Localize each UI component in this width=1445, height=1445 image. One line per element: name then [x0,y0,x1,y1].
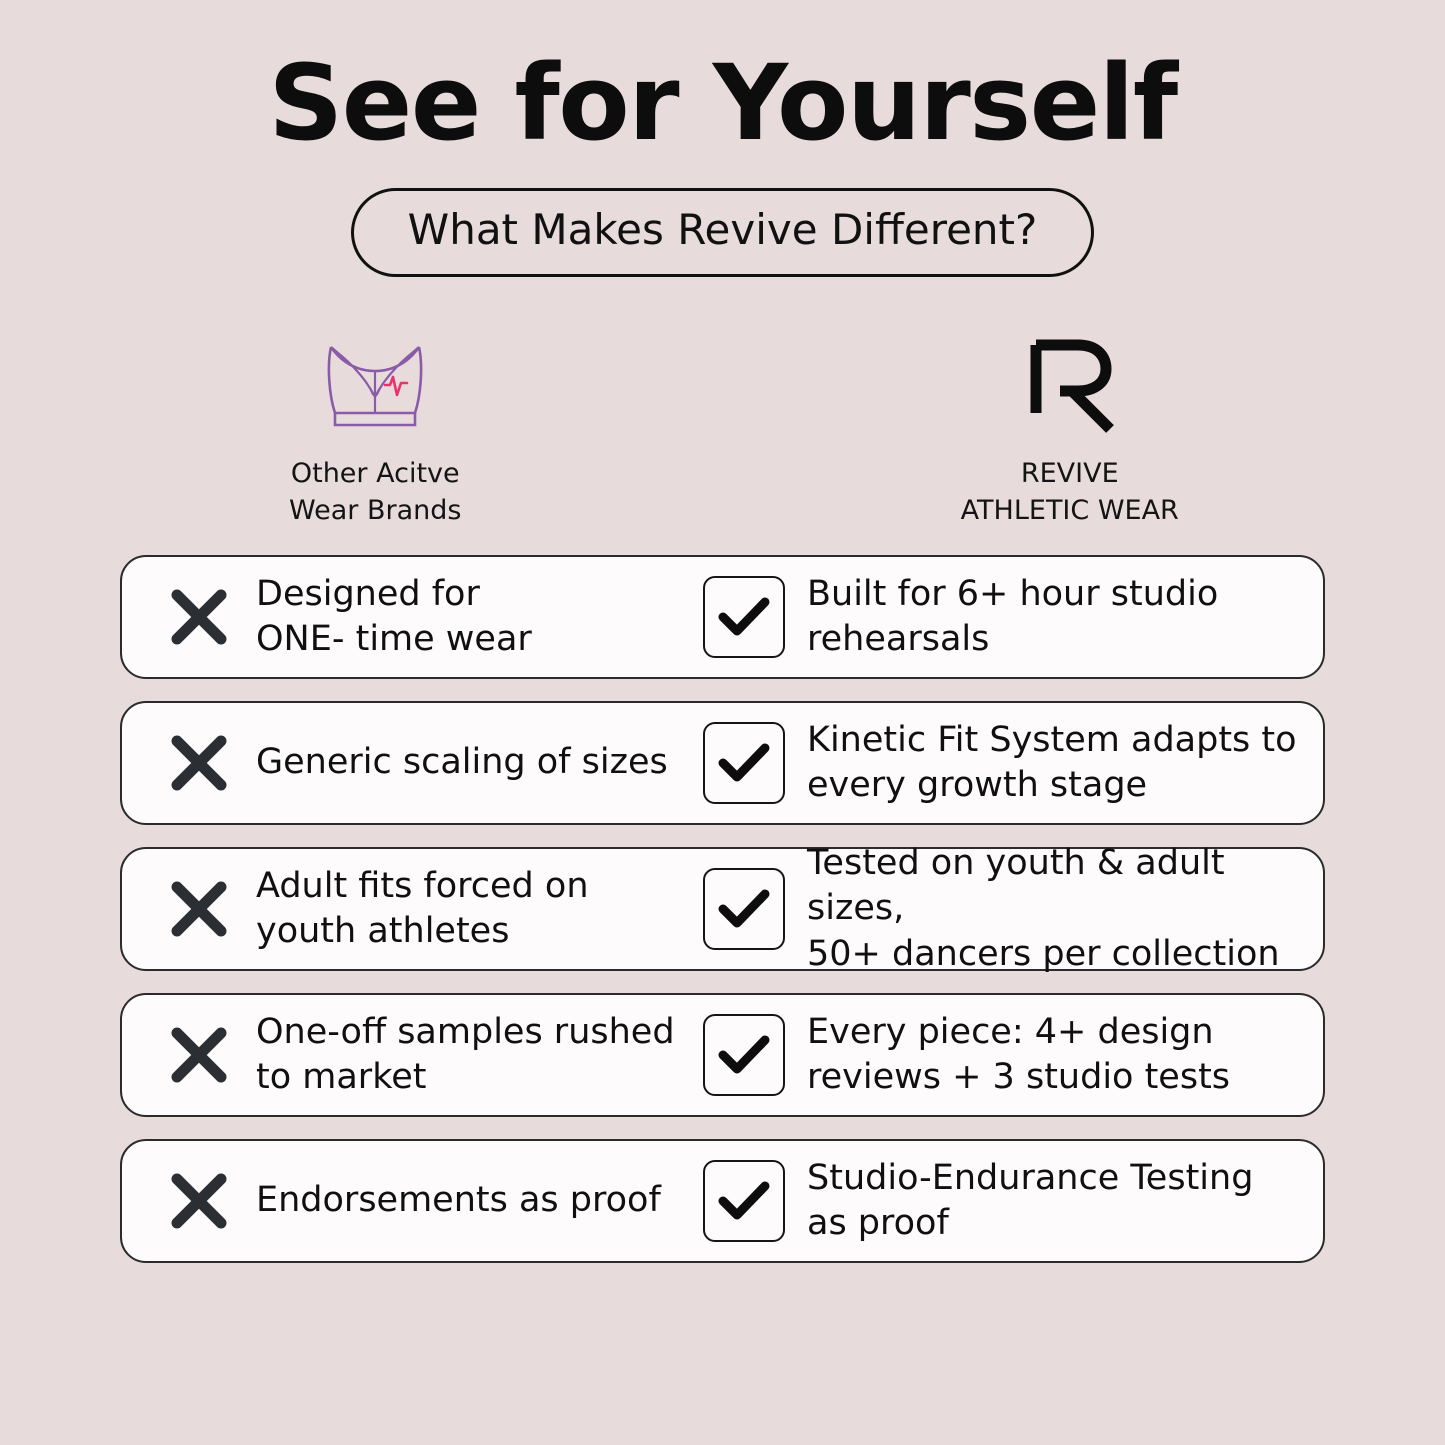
sports-bra-icon [323,339,427,435]
check-icon [703,868,785,950]
row-positive-text [785,841,1313,978]
check-icon [703,722,785,804]
row-positive-line-2: as proof [807,1203,949,1244]
row-negative-cell [156,1172,703,1230]
row-positive-cell [703,718,1313,809]
check-icon [703,1014,785,1096]
row-negative-cell [156,864,703,955]
check-icon [703,1160,785,1242]
row-positive-line-2: every growth stage [807,765,1148,806]
subtitle-pill: What Makes Revive Different? [351,188,1095,276]
cross-icon [156,734,242,792]
table-row [120,555,1325,679]
page-title: See for Yourself [268,42,1177,164]
row-positive-line-1: Every piece: 4+ design [807,1011,1214,1052]
row-positive-text [785,718,1297,809]
table-row [120,842,1325,974]
row-negative-line-1: Adult fits forced on [256,865,589,906]
row-positive-cell [703,841,1313,978]
row-positive-line-1: Tested on youth & adult sizes, [807,842,1225,929]
row-negative-line-2: youth athletes [256,911,510,952]
row-positive-line-1: Built for 6+ hour studio [807,573,1219,614]
row-negative-text [242,1010,675,1101]
check-icon [703,576,785,658]
column-label-revive [961,455,1179,530]
table-row [120,993,1325,1117]
revive-r-logo-icon [1020,339,1120,435]
row-positive-text [785,1010,1230,1101]
row-negative-cell [156,734,703,792]
table-row [120,1139,1325,1263]
column-label-line-1: REVIVE [1020,457,1119,489]
row-negative-line-1: One-off samples rushed [256,1011,675,1052]
column-header-other-brands [118,339,783,530]
column-label-other-brands [289,455,461,530]
row-positive-text [785,1156,1253,1247]
row-negative-cell [156,572,703,663]
row-negative-text [242,572,532,663]
cross-icon [156,880,242,938]
column-label-line-2: ATHLETIC WEAR [960,494,1179,526]
subtitle-container [0,188,1445,276]
row-positive-line-2: reviews + 3 studio tests [807,1057,1231,1098]
row-positive-line-2: rehearsals [807,619,990,660]
row-negative-text [242,864,589,955]
column-label-line-2: Wear Brands [289,494,462,526]
row-negative-line-2: ONE- time wear [256,619,532,660]
row-negative-line-1: Designed for [256,573,480,614]
cross-icon [156,1026,242,1084]
row-negative-cell [156,1010,703,1101]
row-negative-line-1: Endorsements as proof [256,1180,661,1221]
column-header-revive [783,339,1328,530]
row-positive-text [785,572,1218,663]
row-positive-cell [703,572,1313,663]
cross-icon [156,1172,242,1230]
table-row [120,701,1325,825]
row-positive-cell [703,1010,1313,1101]
row-negative-line-2: to market [256,1057,427,1098]
row-positive-cell [703,1156,1313,1247]
column-headers [0,339,1445,530]
row-negative-line-1: Generic scaling of sizes [256,742,668,783]
column-label-line-1: Other Acitve [290,457,460,489]
row-positive-line-1: Studio-Endurance Testing [807,1157,1254,1198]
row-positive-line-1: Kinetic Fit System adapts to [807,719,1297,760]
cross-icon [156,588,242,646]
row-positive-line-2: 50+ dancers per collection [807,933,1280,974]
row-negative-text [242,740,668,786]
comparison-table [0,555,1445,1263]
row-negative-text [242,1178,661,1224]
